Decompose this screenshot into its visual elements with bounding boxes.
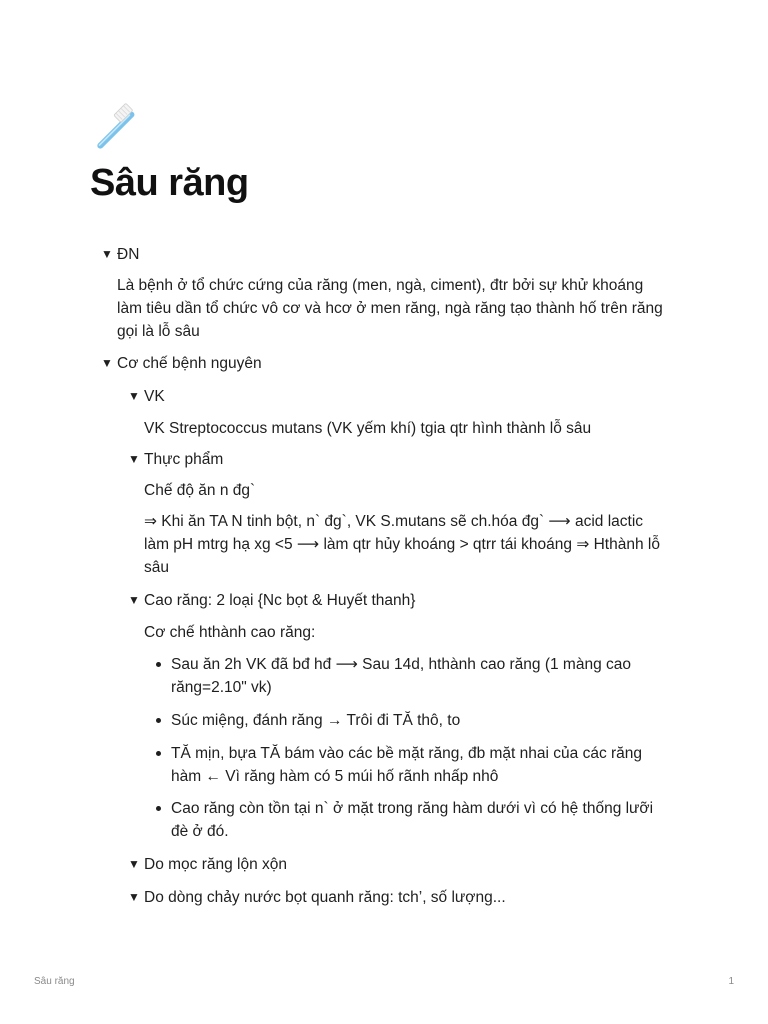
toggle-arrow-mechanism[interactable]: ▼: [101, 356, 113, 370]
toggle-arrow-vk[interactable]: ▼: [128, 389, 140, 403]
toggle-heading-dn[interactable]: ĐN: [117, 246, 140, 263]
toggle-arrow-crowding[interactable]: ▼: [128, 857, 140, 871]
toggle-heading-food[interactable]: Thực phẩm: [144, 451, 224, 468]
bullet-dot: [156, 806, 161, 811]
toggle-heading-crowding[interactable]: Do mọc răng lộn xộn: [144, 856, 288, 873]
toggle-heading-saliva[interactable]: Do dòng chảy nước bọt quanh răng: tch’, số lượng...: [144, 889, 506, 906]
dn-text-line: Là bệnh ở tổ chức cứng của răng (men, ngà, ciment), đtr bởi sự khử khoáng: [117, 277, 644, 294]
toggle-arrow-food[interactable]: ▼: [128, 452, 140, 466]
food-text-line: làm pH mtrg hạ xg <5 ⟶ làm qtr hủy khoáng > qtrr tái khoáng ⇒ Hthành lỗ: [144, 536, 660, 553]
toggle-heading-calculus[interactable]: Cao răng: 2 loại {Nc bọt & Huyết thanh}: [144, 592, 416, 609]
toothbrush-icon: [90, 100, 146, 156]
page-title: Sâu răng: [90, 162, 249, 204]
toggle-arrow-calculus[interactable]: ▼: [128, 593, 140, 607]
bullet-item: răng=2.10" vk): [171, 679, 272, 696]
vk-text: VK Streptococcus mutans (VK yếm khí) tgia qtr hình thành lỗ sâu: [144, 420, 592, 437]
calculus-intro: Cơ chế hthành cao răng:: [144, 624, 316, 641]
dn-text-line: gọi là lỗ sâu: [117, 323, 200, 340]
footer-title: Sâu răng: [34, 976, 75, 987]
food-text: Chế độ ăn n đg`: [144, 482, 256, 499]
bullet-dot: [156, 718, 161, 723]
food-text-line: sâu: [144, 559, 169, 576]
toggle-heading-vk[interactable]: VK: [144, 388, 165, 405]
bullet-dot: [156, 751, 161, 756]
bullet-item: Cao răng còn tồn tại n` ở mặt trong răng hàm dưới vì có hệ thống lưỡi: [171, 800, 654, 817]
bullet-dot: [156, 662, 161, 667]
bullet-item: Sau ăn 2h VK đã bđ hđ ⟶ Sau 14d, hthành cao răng (1 màng cao: [171, 656, 631, 673]
bullet-item: Súc miệng, đánh răng → Trôi đi TĂ thô, to: [171, 712, 461, 729]
dn-text-line: làm tiêu dần tổ chức vô cơ và hcơ ở men răng, ngà răng tạo thành hố trên răng: [117, 300, 663, 317]
bullet-item: hàm ← Vì răng hàm có 5 múi hố rãnh nhấp nhô: [171, 768, 499, 785]
bullet-item: đè ở đó.: [171, 823, 229, 840]
bullet-item: TĂ mịn, bựa TĂ bám vào các bề mặt răng, đb mặt nhai của các răng: [171, 745, 643, 762]
toggle-arrow-saliva[interactable]: ▼: [128, 890, 140, 904]
toggle-heading-mechanism[interactable]: Cơ chế bệnh nguyên: [117, 355, 262, 372]
toggle-arrow-dn[interactable]: ▼: [101, 247, 113, 261]
footer-page-number: 1: [728, 976, 734, 987]
food-text-line: ⇒ Khi ăn TA N tinh bột, n` đg`, VK S.mutans sẽ ch.hóa đg` ⟶ acid lactic: [144, 513, 644, 530]
